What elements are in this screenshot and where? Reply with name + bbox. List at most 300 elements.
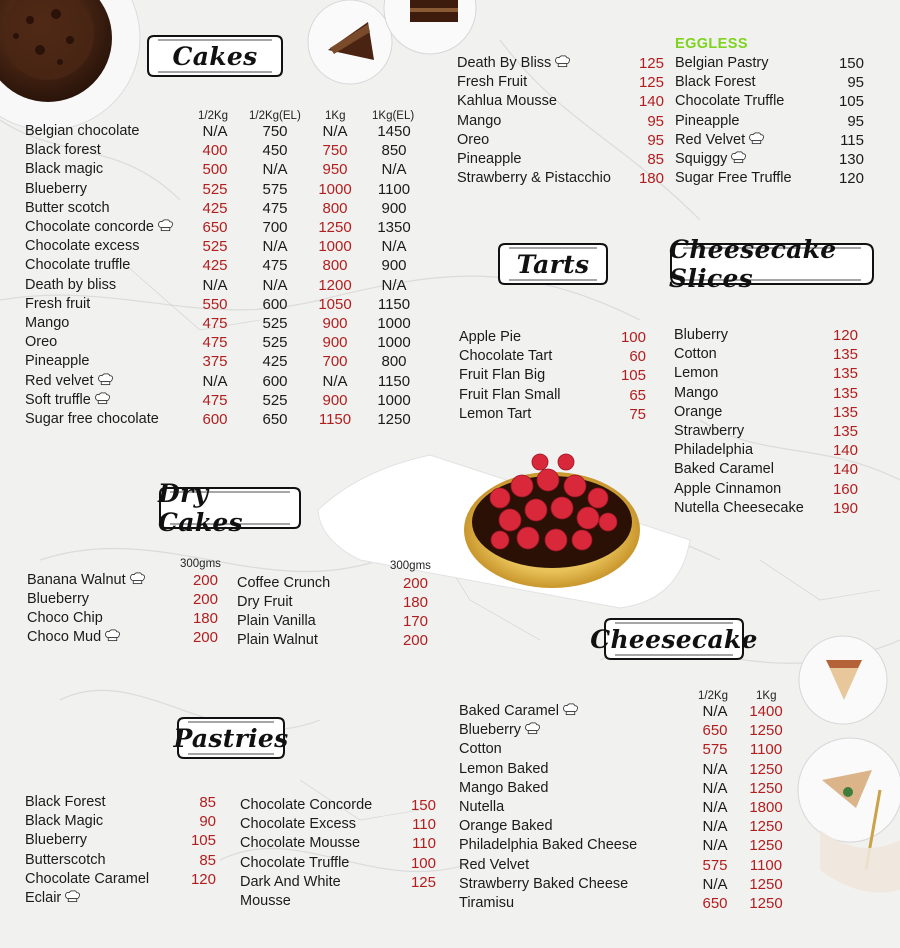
- item-name-text: Mango: [25, 315, 70, 331]
- item-name-text: Orange: [674, 403, 723, 420]
- item-price: 95: [847, 112, 864, 130]
- item-price: 95: [847, 74, 864, 92]
- item-name-text: Oreo: [25, 334, 58, 351]
- item-name: [674, 442, 753, 458]
- item-name-text: Blueberry: [25, 832, 88, 849]
- item-price: 130: [838, 151, 864, 168]
- item-name: [25, 334, 57, 350]
- item-price: 575: [702, 741, 728, 759]
- item-name-text: Apple Pie: [459, 329, 522, 345]
- item-price: 95: [647, 112, 664, 130]
- item-price: N/A: [381, 276, 407, 294]
- item-name-text: Philadelphia Baked Cheese: [459, 837, 638, 854]
- item-name: [459, 703, 579, 719]
- cakes-header-one-kg-el: 1Kg(EL): [372, 110, 415, 122]
- item-price: 135: [832, 384, 858, 402]
- item-name: [25, 123, 139, 139]
- item-name-text: Pineapple: [25, 353, 90, 370]
- item-price: 200: [192, 591, 218, 608]
- item-name-text: Baked Caramel: [459, 703, 559, 719]
- item-name-text: Kahlua Mousse: [457, 93, 557, 110]
- cheesecake-slices-title: Cheesecake Slices: [669, 242, 875, 286]
- item-price: N/A: [202, 123, 228, 140]
- item-name-text: Mousse: [240, 893, 291, 909]
- item-price: 525: [262, 315, 288, 332]
- item-name: [25, 142, 101, 158]
- item-name: [457, 55, 571, 71]
- item-price: 120: [190, 870, 216, 888]
- item-name: [459, 857, 529, 873]
- item-price: 85: [199, 794, 216, 811]
- item-name-text: Black Forest: [675, 74, 756, 91]
- item-price: 800: [322, 257, 348, 275]
- dry-cakes-header-left: 300gms: [180, 558, 221, 570]
- item-price: 135: [832, 346, 858, 364]
- item-price: N/A: [702, 799, 728, 816]
- item-price: 900: [322, 334, 348, 352]
- item-price: 750: [322, 142, 348, 160]
- item-price: 120: [832, 327, 858, 344]
- item-name-text: Black magic: [25, 161, 104, 178]
- item-name: [25, 181, 87, 197]
- item-price: N/A: [702, 779, 728, 797]
- item-name: [457, 170, 611, 186]
- cheesecake-header-half-kg: 1/2Kg: [698, 690, 729, 702]
- item-name-text: Cotton: [459, 741, 502, 758]
- item-name-text: Pineapple: [457, 151, 522, 167]
- item-name: [25, 373, 114, 389]
- item-price: 475: [262, 199, 288, 217]
- item-price: 800: [381, 353, 407, 371]
- chef-hat-icon: [97, 373, 114, 386]
- item-name-text: Mango: [457, 112, 502, 129]
- item-name: [27, 591, 89, 607]
- item-name: [674, 346, 717, 362]
- item-price: 600: [202, 411, 228, 428]
- item-name: [675, 93, 784, 109]
- item-price: 950: [322, 161, 348, 179]
- item-name: [240, 835, 360, 851]
- item-price: 1250: [749, 760, 783, 778]
- item-price: 1250: [749, 875, 783, 893]
- item-price: 900: [381, 257, 407, 275]
- item-name-text: Black Forest: [25, 794, 106, 810]
- item-name: [675, 170, 792, 186]
- item-name-text: Soft truffle: [25, 391, 91, 408]
- item-name-text: Red Velvet: [459, 856, 530, 873]
- chef-hat-icon: [104, 629, 121, 642]
- item-name: [459, 761, 548, 777]
- item-name-text: Tiramisu: [459, 895, 515, 911]
- item-price: 125: [638, 55, 664, 72]
- item-price: 140: [832, 461, 858, 479]
- item-price: 90: [199, 813, 216, 831]
- item-name: [457, 132, 489, 148]
- item-name-text: Fresh Fruit: [457, 74, 528, 91]
- item-name: [459, 367, 545, 383]
- item-price: 650: [702, 895, 728, 912]
- item-name: [240, 816, 356, 832]
- chef-hat-icon: [524, 722, 541, 735]
- item-name: [27, 610, 103, 626]
- cakes-header-one-kg: 1Kg: [325, 110, 346, 122]
- item-name: [25, 411, 159, 427]
- item-price: 1100: [749, 741, 783, 759]
- item-name-text: Belgian Pastry: [675, 55, 769, 71]
- item-price: 105: [838, 93, 864, 111]
- item-price: 1250: [749, 779, 783, 797]
- item-name: [25, 871, 149, 887]
- item-name-text: Plain Vanilla: [237, 613, 316, 629]
- dry-cakes-title: Dry Cakes: [158, 486, 302, 530]
- item-name: [459, 329, 521, 345]
- item-name-text: Nutella: [459, 799, 505, 815]
- item-name: [25, 238, 139, 254]
- item-name: [240, 893, 291, 909]
- item-name-text: Strawberry Baked Cheese: [459, 875, 629, 892]
- item-price: 120: [838, 170, 864, 188]
- item-name-text: Chocolate Tart: [459, 348, 553, 365]
- item-name-text: Lemon: [674, 365, 719, 382]
- item-name-text: Choco Chip: [27, 610, 103, 626]
- item-name-text: Blueberry: [27, 591, 90, 607]
- item-price: 1000: [377, 334, 411, 352]
- item-name-text: Apple Cinnamon: [674, 480, 782, 497]
- item-price: 1150: [377, 295, 411, 313]
- item-price: 200: [192, 572, 218, 589]
- item-price: 900: [322, 315, 348, 332]
- chef-hat-icon: [730, 151, 747, 164]
- item-price: 850: [381, 142, 407, 160]
- item-price: 100: [620, 329, 646, 346]
- item-price: 140: [638, 93, 664, 111]
- item-name-text: Death by bliss: [25, 276, 117, 293]
- item-price: 1250: [377, 411, 411, 428]
- item-price: 1000: [377, 315, 411, 332]
- item-price: N/A: [262, 238, 288, 256]
- item-price: 1250: [749, 837, 783, 855]
- item-name-text: Bluberry: [674, 327, 728, 343]
- cheesecake-title: Cheesecake: [603, 617, 745, 661]
- item-name: [25, 890, 81, 906]
- item-price: N/A: [202, 276, 228, 294]
- item-name: [457, 74, 527, 90]
- item-name-text: Orange Baked: [459, 818, 553, 835]
- item-price: 1150: [318, 411, 352, 428]
- item-price: 700: [262, 219, 288, 236]
- dry-cakes-header-right: 300gms: [390, 560, 431, 572]
- item-price: 475: [202, 315, 228, 332]
- item-name-text: Chocolate Truffle: [675, 93, 785, 110]
- item-price: 150: [838, 55, 864, 72]
- item-price: 650: [702, 722, 728, 740]
- item-name: [459, 387, 561, 403]
- item-price: 1150: [377, 372, 411, 390]
- item-price: 135: [832, 423, 858, 440]
- item-name-text: Philadelphia: [674, 442, 754, 459]
- item-price: 800: [322, 199, 348, 217]
- item-name-text: Chocolate excess: [25, 238, 140, 255]
- item-price: 200: [402, 575, 428, 592]
- item-price: 135: [832, 365, 858, 383]
- item-name: [240, 797, 372, 813]
- item-name-text: Blueberry: [25, 180, 88, 197]
- item-price: N/A: [702, 875, 728, 893]
- pastries-title: Pastries: [176, 716, 286, 760]
- item-price: 1250: [318, 219, 352, 236]
- item-name: [27, 629, 121, 645]
- item-price: 65: [629, 386, 646, 404]
- item-name: [459, 876, 628, 892]
- item-name: [237, 632, 318, 648]
- item-name-text: Butter scotch: [25, 199, 110, 216]
- item-name: [240, 874, 341, 890]
- item-price: 85: [647, 151, 664, 168]
- item-price: 425: [202, 257, 228, 275]
- item-price: 525: [262, 391, 288, 409]
- item-name: [674, 365, 718, 381]
- item-price: 150: [410, 797, 436, 814]
- item-price: 500: [202, 161, 228, 179]
- item-price: 60: [629, 348, 646, 366]
- item-price: 170: [402, 613, 428, 630]
- item-name-text: Red velvet: [25, 372, 94, 389]
- item-price: 650: [202, 219, 228, 236]
- item-price: N/A: [202, 372, 228, 390]
- item-price: 85: [199, 851, 216, 869]
- item-price: 575: [702, 856, 728, 874]
- item-price: N/A: [381, 238, 407, 256]
- item-price: 900: [322, 391, 348, 409]
- item-name: [25, 813, 103, 829]
- item-name: [237, 575, 330, 591]
- item-price: 140: [832, 442, 858, 460]
- item-name-text: Dry Fruit: [237, 594, 293, 610]
- item-price: 180: [638, 170, 664, 188]
- item-name: [25, 794, 106, 810]
- item-name-text: Black Magic: [25, 813, 104, 830]
- item-price: 575: [262, 180, 288, 198]
- item-price: 1100: [377, 180, 411, 198]
- item-price: 135: [832, 403, 858, 421]
- chef-hat-icon: [554, 55, 571, 68]
- item-name-text: Mango: [674, 384, 719, 401]
- item-price: 525: [202, 180, 228, 198]
- item-name: [237, 613, 316, 629]
- item-name-text: Red Velvet: [675, 131, 746, 148]
- item-price: N/A: [262, 276, 288, 294]
- item-price: 900: [381, 199, 407, 217]
- item-name-text: Fruit Flan Small: [459, 386, 561, 403]
- cakes-header-half-kg: 1/2Kg: [198, 110, 229, 122]
- item-price: 600: [262, 372, 288, 390]
- item-price: 1250: [749, 895, 783, 912]
- item-price: N/A: [381, 161, 407, 179]
- item-name: [674, 327, 728, 343]
- item-name: [25, 277, 116, 293]
- item-name: [674, 423, 744, 439]
- item-price: 125: [638, 74, 664, 92]
- item-name: [459, 348, 552, 364]
- item-price: N/A: [322, 123, 348, 140]
- item-name: [459, 780, 548, 796]
- item-price: 180: [192, 610, 218, 627]
- item-name-text: Death By Bliss: [457, 55, 552, 71]
- item-price: 425: [262, 353, 288, 371]
- cakes-header-half-kg-el: 1/2Kg(EL): [249, 110, 301, 122]
- item-name-text: Lemon Tart: [459, 405, 532, 422]
- item-name-text: Choco Mud: [27, 629, 102, 645]
- item-price: 425: [202, 199, 228, 217]
- item-name: [459, 799, 504, 815]
- item-price: 1050: [318, 295, 352, 313]
- item-name: [237, 594, 293, 610]
- item-name-text: Lemon Baked: [459, 760, 549, 777]
- item-name-text: Pineapple: [675, 112, 740, 129]
- item-price: 160: [832, 480, 858, 498]
- chef-hat-icon: [129, 572, 146, 585]
- item-price: 750: [262, 123, 288, 140]
- item-name: [25, 315, 69, 331]
- item-price: 1350: [377, 219, 411, 236]
- item-price: N/A: [322, 372, 348, 390]
- item-name: [674, 385, 718, 401]
- item-name-text: Dark And White: [240, 873, 341, 890]
- item-name-text: Oreo: [457, 131, 490, 148]
- item-price: 75: [629, 405, 646, 423]
- item-price: N/A: [262, 161, 288, 179]
- item-name-text: Sugar free chocolate: [25, 411, 159, 427]
- item-name-text: Coffee Crunch: [237, 575, 331, 591]
- item-name-text: Strawberry & Pistacchio: [457, 170, 611, 187]
- item-price: 200: [402, 632, 428, 649]
- item-price: 110: [412, 835, 436, 853]
- item-name: [457, 151, 522, 167]
- item-name-text: Chocolate truffle: [25, 257, 131, 274]
- item-name: [457, 113, 501, 129]
- item-name: [675, 113, 740, 129]
- item-name: [674, 461, 774, 477]
- item-name-text: Squiggy: [675, 151, 728, 167]
- item-price: 200: [192, 629, 218, 646]
- item-name-text: Belgian chocolate: [25, 123, 140, 139]
- item-name: [459, 895, 514, 911]
- item-name: [675, 55, 769, 71]
- eggless-title: EGGLESS: [675, 36, 748, 52]
- item-price: 180: [402, 594, 428, 611]
- item-price: 1250: [749, 818, 783, 836]
- item-price: 450: [262, 142, 288, 160]
- item-name-text: Nutella Cheesecake: [674, 499, 804, 516]
- item-name: [459, 837, 637, 853]
- item-name-text: Chocolate Excess: [240, 816, 357, 833]
- item-price: 600: [262, 295, 288, 313]
- chef-hat-icon: [748, 132, 765, 145]
- item-price: N/A: [702, 818, 728, 836]
- item-price: 550: [202, 295, 228, 313]
- cheesecake-header-one-kg: 1Kg: [756, 690, 777, 702]
- item-name: [459, 741, 502, 757]
- item-name: [25, 200, 110, 216]
- chef-hat-icon: [94, 392, 111, 405]
- item-name-text: Strawberry: [674, 423, 745, 439]
- item-name: [25, 392, 111, 408]
- item-name: [240, 855, 349, 871]
- item-price: 400: [202, 142, 228, 160]
- item-price: 125: [410, 873, 436, 891]
- item-name-text: Baked Caramel: [674, 461, 774, 478]
- item-name-text: Blueberry: [459, 722, 522, 739]
- item-price: 1000: [318, 238, 352, 256]
- item-name: [25, 852, 106, 868]
- item-name: [457, 93, 557, 109]
- item-name-text: Chocolate Truffle: [240, 854, 350, 871]
- item-price: 110: [412, 816, 436, 834]
- item-name: [25, 832, 87, 848]
- item-price: 105: [190, 832, 216, 850]
- item-name-text: Chocolate concorde: [25, 219, 154, 235]
- item-price: 115: [840, 131, 864, 149]
- chef-hat-icon: [64, 890, 81, 903]
- item-name-text: Fruit Flan Big: [459, 367, 546, 384]
- item-name-text: Banana Walnut: [27, 572, 126, 588]
- tarts-title: Tarts: [497, 242, 609, 286]
- item-price: 190: [832, 499, 858, 517]
- item-price: 1250: [749, 722, 783, 740]
- item-name-text: Sugar Free Truffle: [675, 170, 792, 187]
- item-price: 1400: [749, 703, 783, 720]
- item-price: 525: [202, 238, 228, 256]
- item-price: N/A: [702, 760, 728, 778]
- item-price: 100: [410, 854, 436, 872]
- item-price: 1800: [749, 799, 783, 816]
- item-name: [459, 722, 541, 738]
- item-name: [674, 481, 781, 497]
- chef-hat-icon: [562, 703, 579, 716]
- item-name-text: Mango Baked: [459, 779, 549, 796]
- item-price: 475: [202, 391, 228, 409]
- item-price: 95: [647, 131, 664, 149]
- item-price: N/A: [702, 703, 728, 720]
- item-price: 105: [620, 367, 646, 385]
- item-price: 1450: [377, 123, 411, 140]
- item-price: 650: [262, 411, 288, 428]
- item-name: [459, 818, 553, 834]
- item-name: [675, 132, 765, 148]
- item-price: 1000: [318, 180, 352, 198]
- item-name-text: Chocolate Mousse: [240, 835, 361, 852]
- item-name: [25, 161, 103, 177]
- item-name: [459, 406, 531, 422]
- item-name-text: Butterscotch: [25, 851, 106, 868]
- item-price: 1100: [749, 856, 783, 874]
- item-price: 525: [262, 334, 288, 352]
- chef-hat-icon: [157, 219, 174, 232]
- item-name: [25, 353, 90, 369]
- item-price: 475: [202, 334, 228, 352]
- cakes-title: Cakes: [146, 34, 284, 78]
- item-price: 475: [262, 257, 288, 275]
- item-price: N/A: [702, 837, 728, 855]
- item-name-text: Black forest: [25, 142, 101, 159]
- item-name: [25, 219, 174, 235]
- item-name: [25, 296, 90, 312]
- item-name-text: Eclair: [25, 890, 62, 906]
- item-name-text: Cotton: [674, 346, 717, 363]
- item-price: 1200: [318, 276, 352, 294]
- item-name: [25, 257, 130, 273]
- item-price: 375: [202, 353, 228, 371]
